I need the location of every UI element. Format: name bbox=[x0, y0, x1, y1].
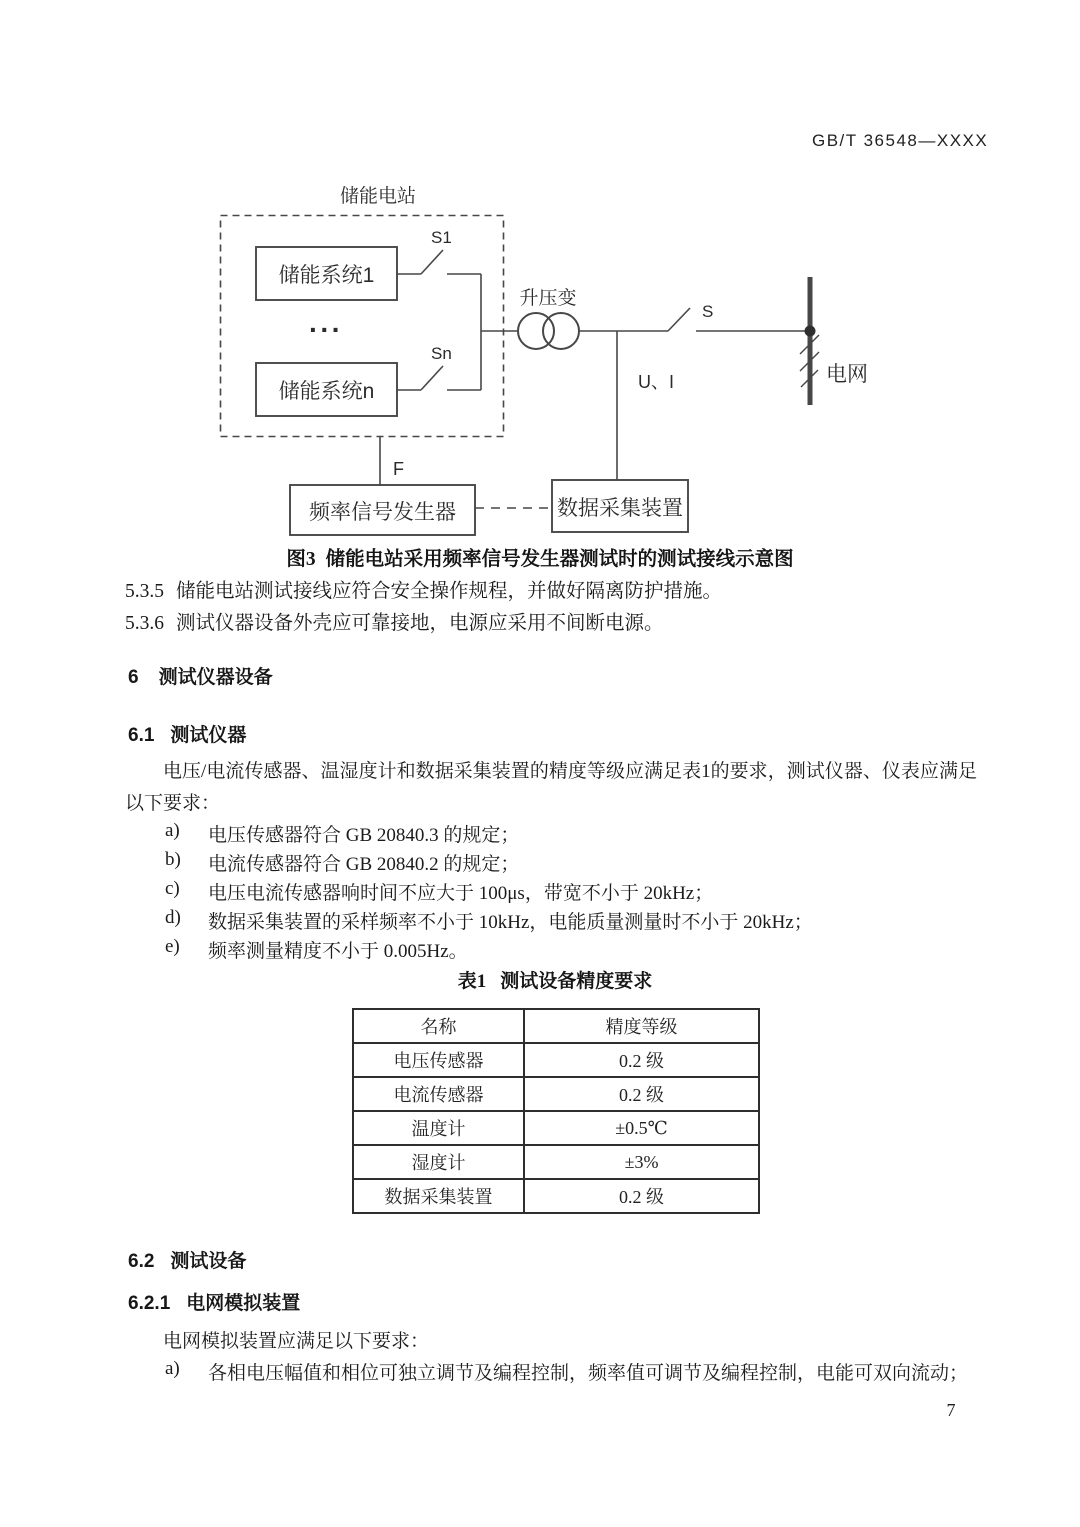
list-item-label: a) bbox=[165, 1358, 180, 1379]
list-item bbox=[165, 1358, 995, 1387]
cell-name: 温度计 bbox=[353, 1111, 524, 1145]
sn-switch-blade bbox=[421, 366, 443, 390]
list-item bbox=[165, 878, 995, 907]
clause-text: 测试仪器设备外壳应可靠接地，电源应采用不间断电源。 bbox=[176, 613, 664, 634]
cell-name: 电流传感器 bbox=[353, 1077, 524, 1111]
cell-accuracy: ±3% bbox=[524, 1145, 759, 1179]
clause-text: 储能电站测试接线应符合安全操作规程，并做好隔离防护措施。 bbox=[176, 581, 723, 602]
list-item bbox=[165, 820, 995, 849]
section-title: 测试设备 bbox=[170, 1251, 247, 1272]
section-6-2-heading bbox=[128, 1246, 246, 1273]
table-row bbox=[353, 1077, 759, 1111]
section-title: 电网模拟装置 bbox=[186, 1293, 301, 1314]
table-caption bbox=[352, 966, 758, 993]
section-6-2-1-heading bbox=[128, 1288, 300, 1315]
list-item-label: e) bbox=[165, 936, 180, 957]
page-number: 7 bbox=[946, 1400, 956, 1420]
col-header-accuracy: 精度等级 bbox=[524, 1009, 759, 1043]
list-item-label: b) bbox=[165, 849, 181, 870]
figure-caption bbox=[0, 543, 1080, 571]
transformer-label: 升压变 bbox=[519, 288, 577, 309]
section-number: 6.1 bbox=[128, 725, 155, 746]
grid-switch-label: S bbox=[702, 302, 714, 321]
clause-number: 5.3.6 bbox=[125, 613, 164, 634]
cell-name: 电压传感器 bbox=[353, 1043, 524, 1077]
cell-accuracy: 0.2 级 bbox=[524, 1043, 759, 1077]
station-label: 储能电站 bbox=[339, 186, 417, 207]
table-row bbox=[353, 1111, 759, 1145]
accuracy-table bbox=[352, 1008, 760, 1214]
cell-accuracy: 0.2 级 bbox=[524, 1179, 759, 1213]
clause-5-3-5 bbox=[125, 580, 1005, 604]
col-header-name: 名称 bbox=[353, 1009, 524, 1043]
section-6-2-1-intro: 电网模拟装置应满足以下要求： bbox=[163, 1331, 430, 1352]
ui-signal-label: U、I bbox=[638, 372, 674, 392]
list-item-label: c) bbox=[165, 878, 180, 899]
cell-name: 数据采集装置 bbox=[353, 1179, 524, 1213]
list-item-label: d) bbox=[165, 907, 181, 928]
ess1-label: 储能系统1 bbox=[278, 264, 375, 287]
standard-code-header: GB/T 36548—XXXX bbox=[812, 131, 989, 150]
cell-accuracy: 0.2 级 bbox=[524, 1077, 759, 1111]
figure-diagram bbox=[0, 0, 1080, 545]
f-signal-label: F bbox=[393, 459, 404, 479]
list-item bbox=[165, 936, 995, 965]
section-6-2-1-list bbox=[165, 1358, 995, 1387]
transformer-coil-right bbox=[543, 313, 579, 349]
section-6-1-intro: 电压/电流传感器、温湿度计和数据采集装置的精度等级应满足表1的要求，测试仪器、仪表应满足以下要求： bbox=[125, 761, 977, 814]
figure-caption-label: 图3 bbox=[286, 549, 316, 570]
section-number: 6 bbox=[128, 667, 139, 688]
freq-generator-label: 频率信号发生器 bbox=[309, 501, 456, 524]
table-row bbox=[353, 1043, 759, 1077]
list-item-text: 数据采集装置的采样频率不小于 10kHz，电能质量测量时不小于 20kHz； bbox=[208, 912, 813, 933]
section-6-1-heading bbox=[128, 720, 246, 747]
grid-connection-dot bbox=[805, 326, 816, 337]
list-item bbox=[165, 907, 995, 936]
table-caption-title: 测试设备精度要求 bbox=[500, 971, 653, 992]
section-number: 6.2 bbox=[128, 1251, 155, 1272]
list-item-label: a) bbox=[165, 820, 180, 841]
list-item-text: 电压电流传感器响时间不应大于 100μs，带宽不小于 20kHz； bbox=[208, 883, 714, 904]
section-title: 测试仪器设备 bbox=[158, 667, 273, 688]
daq-label: 数据采集装置 bbox=[557, 497, 683, 520]
list-item-text: 电压传感器符合 GB 20840.3 的规定； bbox=[208, 825, 520, 846]
s1-switch-blade bbox=[421, 250, 443, 274]
list-item bbox=[165, 849, 995, 878]
clause-number: 5.3.5 bbox=[125, 581, 164, 602]
table-caption-label: 表1 bbox=[457, 971, 487, 992]
table-row bbox=[353, 1145, 759, 1179]
sn-label: Sn bbox=[431, 344, 452, 363]
clause-5-3-6 bbox=[125, 612, 1005, 636]
table-header-row bbox=[353, 1009, 759, 1043]
section-number: 6.2.1 bbox=[128, 1293, 171, 1314]
grid-switch-blade bbox=[668, 308, 690, 331]
essn-label: 储能系统n bbox=[278, 380, 375, 403]
ellipsis-label: ··· bbox=[309, 314, 343, 345]
list-item-text: 电流传感器符合 GB 20840.2 的规定； bbox=[208, 854, 520, 875]
section-title: 测试仪器 bbox=[170, 725, 247, 746]
grid-label: 电网 bbox=[826, 363, 868, 386]
cell-name: 湿度计 bbox=[353, 1145, 524, 1179]
s1-label: S1 bbox=[431, 228, 452, 247]
section-6-1-list bbox=[165, 820, 995, 965]
table-row bbox=[353, 1179, 759, 1213]
figure-caption-title: 储能电站采用频率信号发生器测试时的测试接线示意图 bbox=[325, 549, 794, 570]
list-item-text: 各相电压幅值和相位可独立调节及编程控制，频率值可调节及编程控制，电能可双向流动； bbox=[208, 1363, 969, 1384]
cell-accuracy: ±0.5℃ bbox=[524, 1111, 759, 1145]
list-item-text: 频率测量精度不小于 0.005Hz。 bbox=[208, 941, 468, 962]
section-6-heading bbox=[128, 662, 273, 689]
